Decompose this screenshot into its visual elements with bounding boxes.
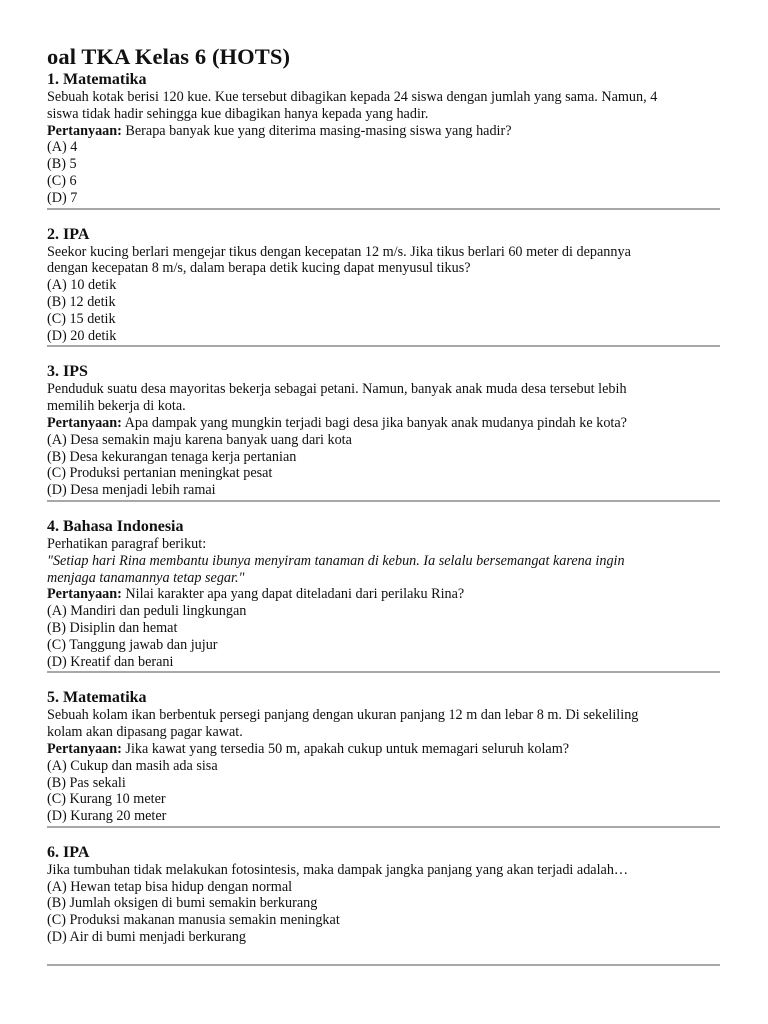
option-list: [47, 277, 720, 344]
question-text: Berapa banyak kue yang diterima masing-masing siswa yang hadir?: [125, 122, 512, 139]
question-section-6: [47, 843, 720, 966]
option-c: (C) 15 detik: [47, 310, 116, 327]
question-label: Pertanyaan:: [47, 740, 122, 757]
paragraph-line: Seekor kucing berlari mengejar tikus dengan kecepatan 12 m/s. Jika tikus berlari 60 meter di depannya: [47, 243, 631, 260]
paragraph-line: Penduduk suatu desa mayoritas bekerja sebagai petani. Namun, banyak anak muda desa tersebut lebih: [47, 381, 627, 398]
option-list: [47, 139, 720, 206]
section-gap: [47, 502, 720, 517]
question-section-3: [47, 362, 720, 502]
question-section-5: [47, 688, 720, 828]
paragraph-line: siswa tidak hadir sehingga kue dibagikan hanya kepada yang hadir.: [47, 105, 429, 122]
question-label: Pertanyaan:: [47, 122, 122, 139]
option-list: [47, 603, 720, 670]
option-c: (C) 6: [47, 172, 77, 189]
question-line: [47, 741, 720, 758]
section-gap: [47, 673, 720, 688]
option-a: (A) 4: [47, 139, 78, 156]
question-section-1: [47, 70, 720, 210]
paragraph-line: kolam akan dipasang pagar kawat.: [47, 724, 243, 741]
option-a: (A) Cukup dan masih ada sisa: [47, 757, 218, 774]
option-list: [47, 432, 720, 499]
section-gap: [47, 347, 720, 362]
option-d: (D) 20 detik: [47, 327, 117, 344]
question-line: [47, 415, 720, 432]
section-heading: 4. Bahasa Indonesia: [47, 517, 184, 535]
option-c: (C) Tanggung jawab dan jujur: [47, 636, 218, 653]
option-a: (A) Hewan tetap bisa hidup dengan normal: [47, 878, 293, 895]
option-b: (B) 12 detik: [47, 293, 116, 310]
question-section-4: [47, 517, 720, 673]
option-d: (D) Desa menjadi lebih ramai: [47, 482, 216, 499]
option-d: (D) Kreatif dan berani: [47, 653, 174, 670]
option-c: (C) Produksi pertanian meningkat pesat: [47, 465, 273, 482]
paragraph-line: Sebuah kotak berisi 120 kue. Kue tersebut dibagikan kepada 24 siswa dengan jumlah yang sama. Namun, 4: [47, 89, 658, 105]
section-gap: [47, 828, 720, 843]
paragraph-line: Sebuah kolam ikan berbentuk persegi panjang dengan ukuran panjang 12 m dan lebar 8 m. Di sekeliling: [47, 707, 639, 724]
option-b: (B) Jumlah oksigen di bumi semakin berkurang: [47, 895, 318, 912]
question-text: Nilai karakter apa yang dapat diteladani dari perilaku Rina?: [125, 586, 465, 603]
option-b: (B) Desa kekurangan tenaga kerja pertanian: [47, 448, 297, 465]
option-b: (B) Pas sekali: [47, 774, 126, 791]
quote-line: menjaga tanamannya tetap segar.": [47, 569, 245, 586]
question-line: [47, 123, 720, 140]
paragraph-line: dengan kecepatan 8 m/s, dalam berapa detik kucing dapat menyusul tikus?: [47, 260, 471, 277]
section-heading: 2. IPA: [47, 225, 90, 243]
question-label: Pertanyaan:: [47, 586, 122, 603]
section-heading: 5. Matematika: [47, 689, 147, 707]
option-c: (C) Kurang 10 meter: [47, 791, 166, 808]
option-d: (D) Kurang 20 meter: [47, 808, 167, 825]
option-a: (A) 10 detik: [47, 277, 117, 294]
question-text: Apa dampak yang mungkin terjadi bagi desa jika banyak anak mudanya pindah ke kota?: [124, 414, 627, 431]
option-list: [47, 758, 720, 825]
quote-line: "Setiap hari Rina membantu ibunya menyiram tanaman di kebun. Ia selalu bersemangat karena ingin: [47, 552, 625, 569]
question-text: Jika kawat yang tersedia 50 m, apakah cukup untuk memagari seluruh kolam?: [125, 740, 570, 757]
option-d: (D) 7: [47, 189, 78, 206]
paragraph-line: memilih bekerja di kota.: [47, 398, 186, 415]
option-list: [47, 879, 720, 946]
section-gap: [47, 210, 720, 225]
section-heading: 6. IPA: [47, 843, 90, 861]
section-heading: 1. Matematika: [47, 71, 147, 88]
page-title: oal TKA Kelas 6 (HOTS): [47, 44, 291, 69]
paragraph-line: Perhatikan paragraf berikut:: [47, 535, 207, 552]
question-section-2: [47, 225, 720, 348]
section-heading: 3. IPS: [47, 363, 88, 381]
option-b: (B) Disiplin dan hemat: [47, 619, 178, 636]
paragraph-line: Jika tumbuhan tidak melakukan fotosintesis, maka dampak jangka panjang yang akan terjadi adalah…: [47, 861, 629, 878]
option-d: (D) Air di bumi menjadi berkurang: [47, 929, 246, 946]
question-line: [47, 586, 720, 603]
option-a: (A) Desa semakin maju karena banyak uang dari kota: [47, 431, 352, 448]
option-a: (A) Mandiri dan peduli lingkungan: [47, 603, 247, 620]
option-b: (B) 5: [47, 156, 77, 173]
question-label: Pertanyaan:: [47, 414, 122, 431]
option-c: (C) Produksi makanan manusia semakin meningkat: [47, 912, 340, 929]
